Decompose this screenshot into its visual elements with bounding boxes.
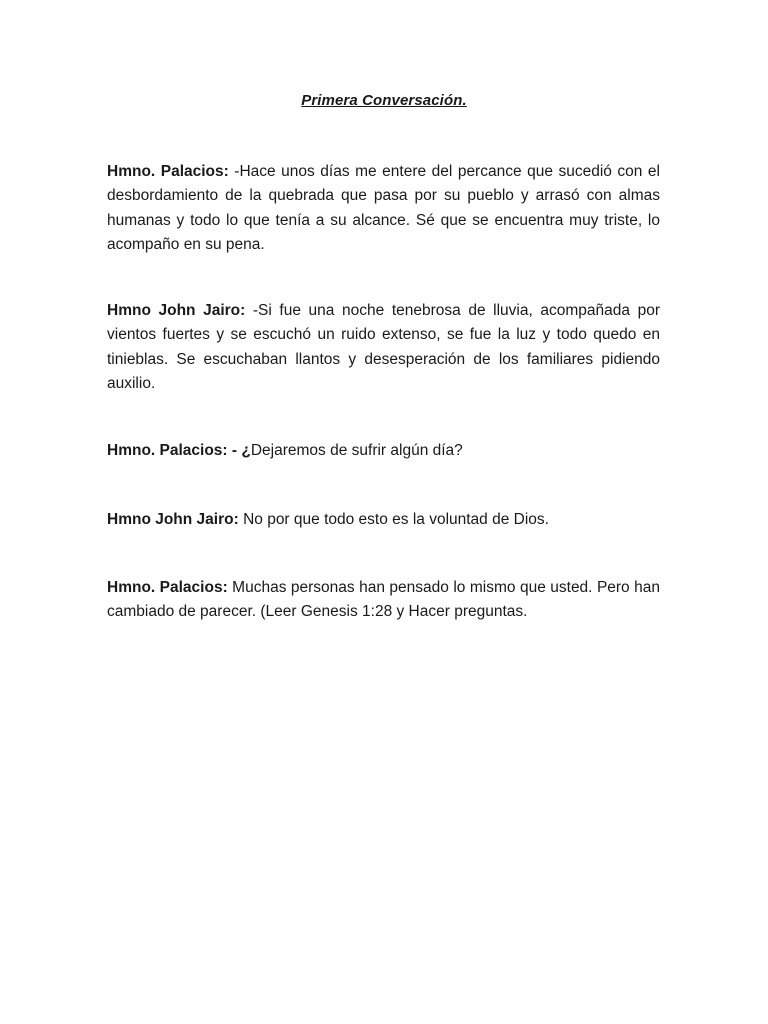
- dialogue-text: No por que todo esto es la voluntad de Dios.: [238, 511, 549, 528]
- dialogue-paragraph: [107, 439, 660, 463]
- document-title: Primera Conversación.: [301, 92, 467, 109]
- dialogue-paragraph: [107, 576, 660, 625]
- speaker-name: Hmno John Jairo:: [107, 302, 246, 319]
- speaker-name: Hmno. Palacios:: [107, 579, 228, 596]
- speaker-name: Hmno. Palacios:: [107, 163, 229, 180]
- dialogue-paragraph: [107, 508, 660, 532]
- dialogue-text: Dejaremos de sufrir algún día?: [250, 442, 463, 459]
- dialogue-text: -Si fue una noche tenebrosa de lluvia, acompañada por vientos fuertes y se escuchó un ruido extenso, se fue la luz y todo quedo en tinieblas. Se escuchaban llantos y desesperación de los familiares pidiendo auxilio.: [107, 302, 660, 392]
- dialogue-paragraph: [107, 299, 660, 396]
- dialogue-text: -Hace unos días me entere del percance que sucedió con el desbordamiento de la quebrada que pasa por su pueblo y arrasó con almas humanas y todo lo que tenía a su alcance. Sé que se encuentra muy triste, lo acompaño en su pena.: [107, 163, 660, 253]
- speaker-name: Hmno John Jairo:: [107, 511, 239, 528]
- dialogue-text: Muchas personas han pensado lo mismo que usted. Pero han cambiado de parecer. (Leer Genesis 1:28 y Hacer preguntas.: [107, 579, 660, 621]
- speaker-name: Hmno. Palacios: - ¿: [107, 442, 251, 459]
- dialogue-paragraph: [107, 160, 660, 257]
